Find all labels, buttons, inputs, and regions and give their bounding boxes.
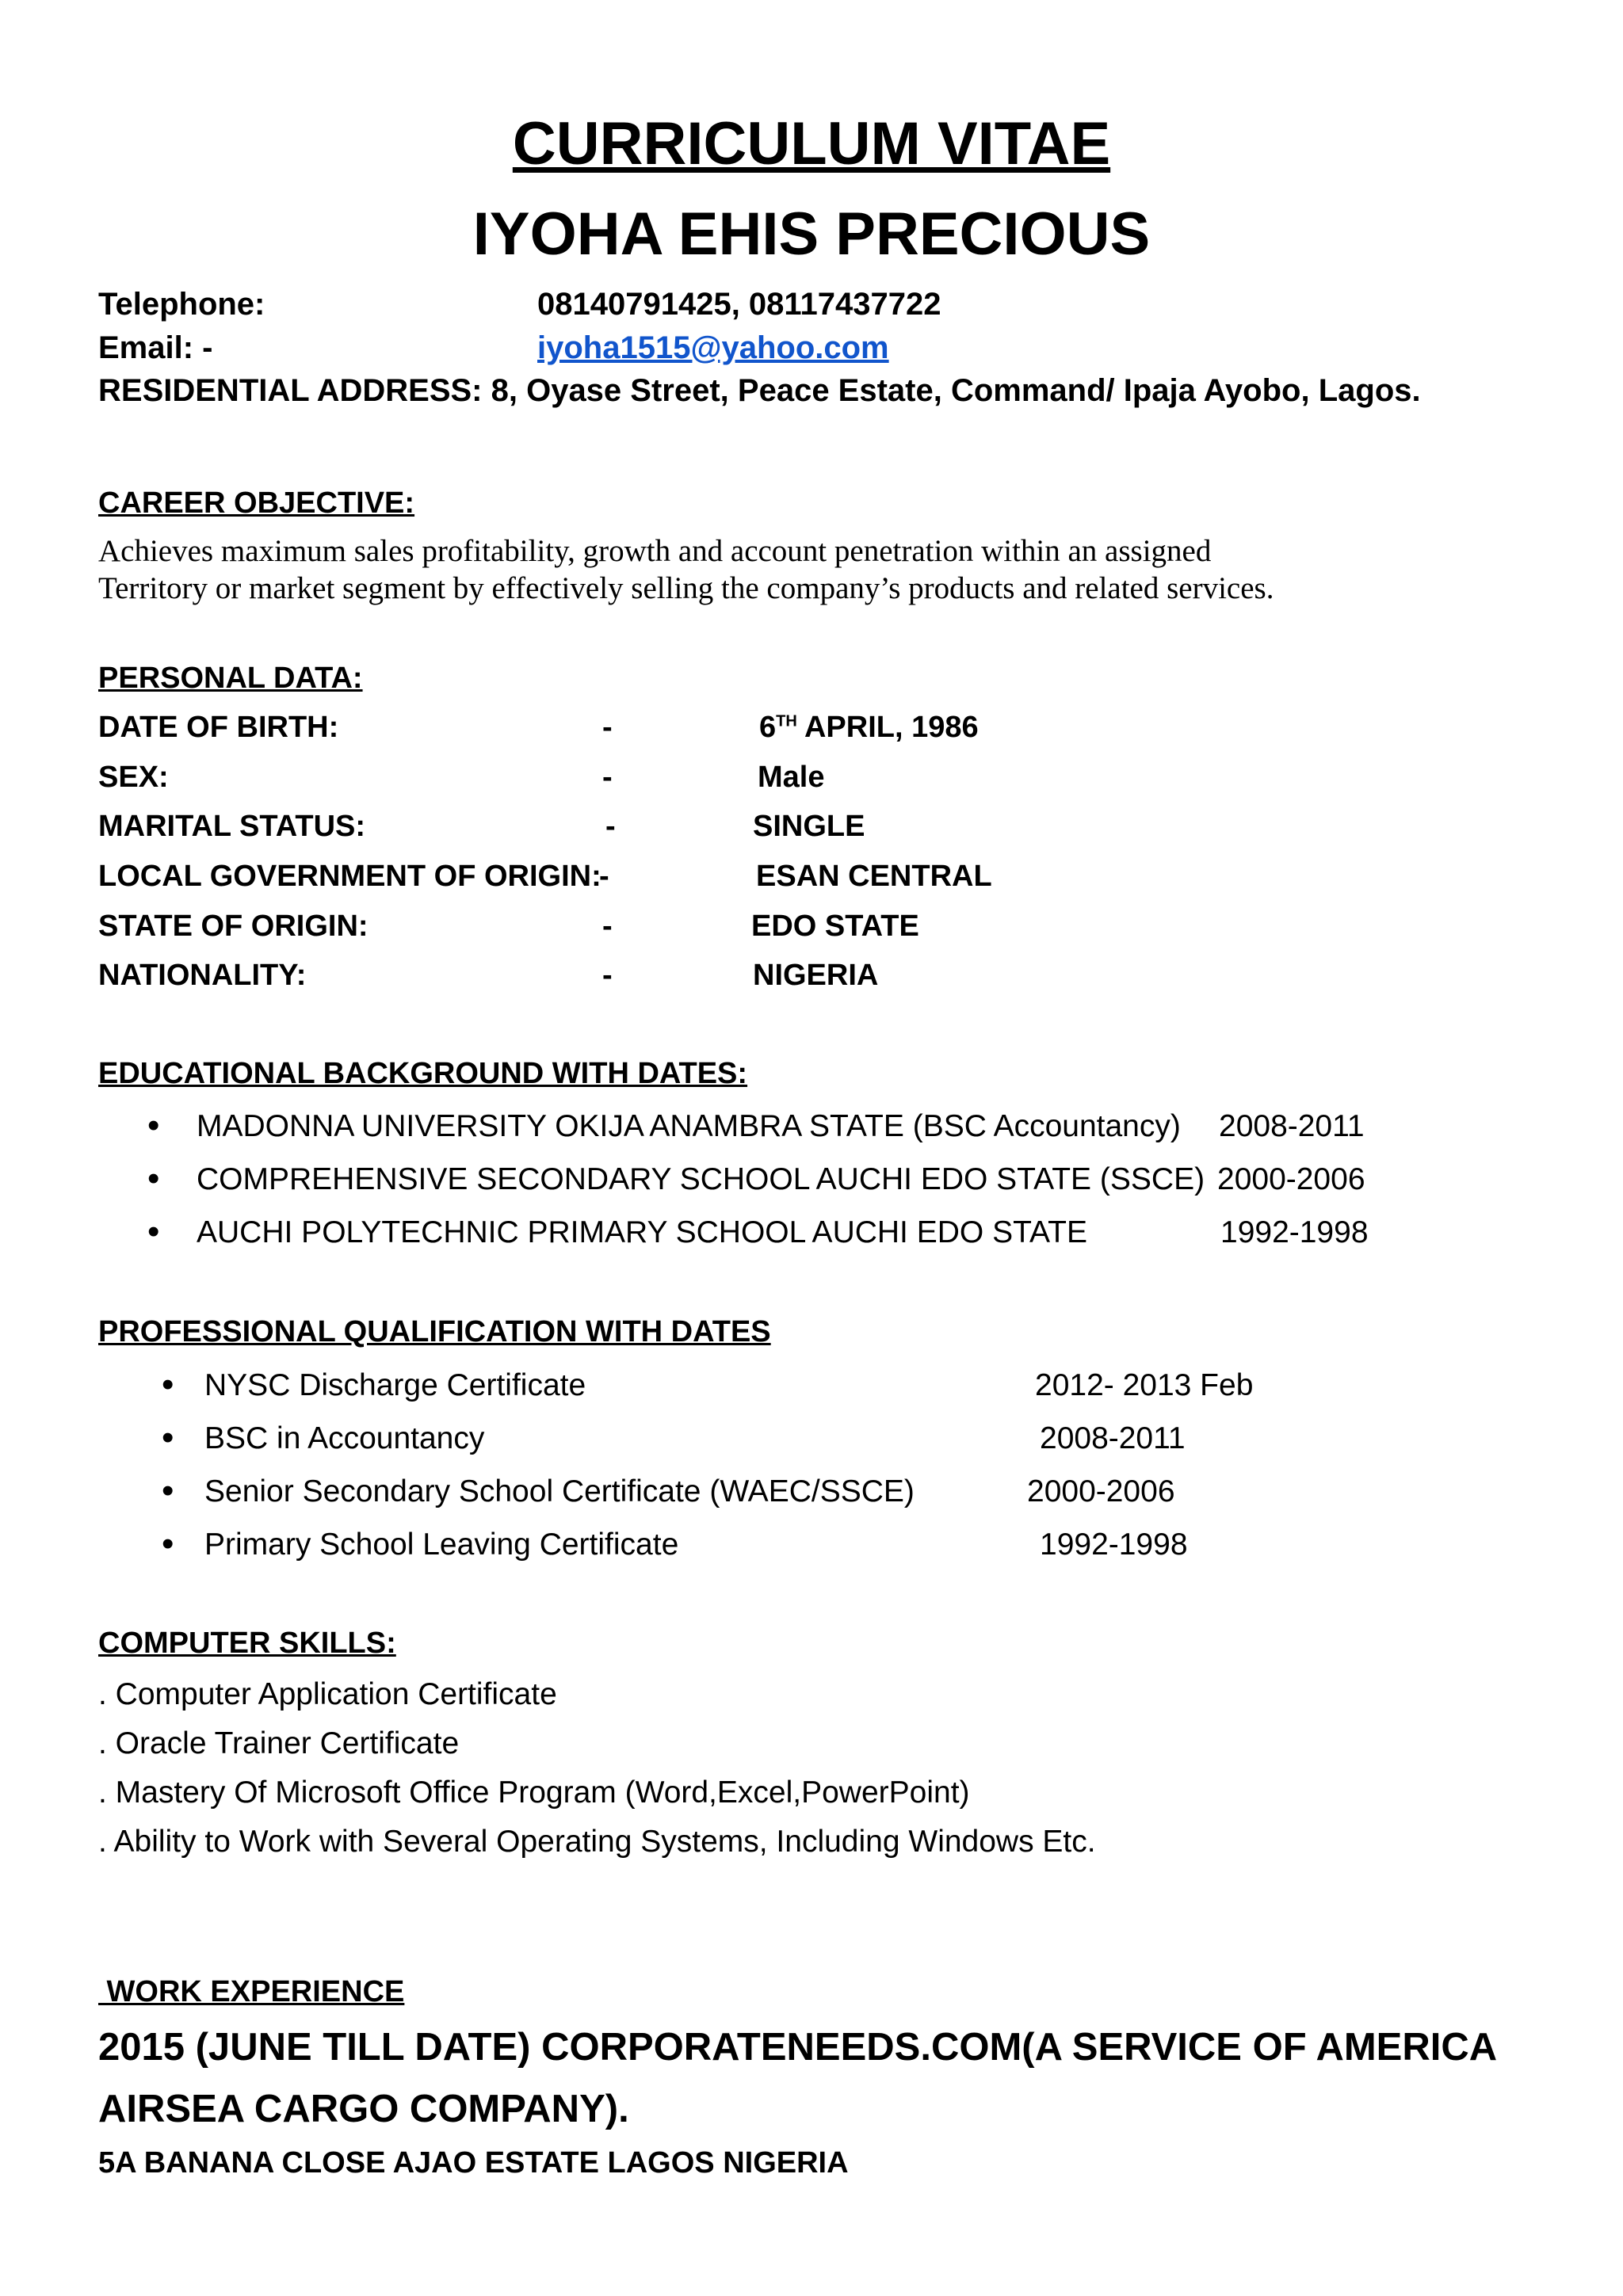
bullet-icon: • bbox=[162, 1471, 174, 1510]
personal-data-label: SEX: bbox=[98, 761, 169, 794]
personal-data-separator: - bbox=[602, 711, 613, 744]
personal-data-value: EDO STATE bbox=[751, 910, 919, 943]
computer-skill-item: . Mastery Of Microsoft Office Program (Word,Excel,PowerPoint) bbox=[98, 1775, 970, 1810]
qualification-dates: 1992-1998 bbox=[1040, 1527, 1188, 1562]
email-link[interactable]: iyoha1515@yahoo.com bbox=[537, 330, 889, 365]
personal-data-separator: - bbox=[602, 959, 613, 992]
education-item: MADONNA UNIVERSITY OKIJA ANAMBRA STATE (BSC Accountancy) bbox=[197, 1109, 1181, 1143]
work-experience-line-1: 2015 (JUNE TILL DATE) CORPORATENEEDS.COM(A SERVICE OF AMERICA bbox=[98, 2026, 1498, 2069]
personal-data-value: NIGERIA bbox=[753, 959, 879, 992]
residential-address: RESIDENTIAL ADDRESS: 8, Oyase Street, Peace Estate, Command/ Ipaja Ayobo, Lagos. bbox=[98, 373, 1421, 408]
qualification-item: NYSC Discharge Certificate bbox=[204, 1368, 586, 1402]
bullet-icon: • bbox=[162, 1524, 174, 1563]
education-heading: EDUCATIONAL BACKGROUND WITH DATES: bbox=[98, 1057, 748, 1090]
qualification-item: BSC in Accountancy bbox=[204, 1421, 485, 1455]
qualification-dates: 2000-2006 bbox=[1027, 1474, 1175, 1508]
work-address: 5A BANANA CLOSE AJAO ESTATE LAGOS NIGERIA bbox=[98, 2146, 849, 2180]
email-label: Email: - bbox=[98, 330, 213, 365]
personal-data-label: MARITAL STATUS: bbox=[98, 810, 366, 843]
qualification-item: Senior Secondary School Certificate (WAEC/SSCE) bbox=[204, 1474, 915, 1508]
document-title: CURRICULUM VITAE bbox=[512, 110, 1111, 177]
bullet-icon: • bbox=[147, 1212, 160, 1251]
career-objective-line-2: Territory or market segment by effectively selling the company’s products and related services. bbox=[98, 571, 1274, 605]
personal-data-separator: - bbox=[599, 860, 609, 893]
computer-skill-item: . Oracle Trainer Certificate bbox=[98, 1726, 460, 1760]
education-item: COMPREHENSIVE SECONDARY SCHOOL AUCHI EDO STATE (SSCE) bbox=[197, 1162, 1205, 1196]
education-dates: 2000-2006 bbox=[1217, 1162, 1365, 1196]
work-experience-heading: WORK EXPERIENCE bbox=[98, 1975, 405, 2008]
personal-data-label: LOCAL GOVERNMENT OF ORIGIN: bbox=[98, 860, 601, 893]
computer-skill-item: . Computer Application Certificate bbox=[98, 1677, 557, 1711]
education-item: AUCHI POLYTECHNIC PRIMARY SCHOOL AUCHI EDO STATE bbox=[197, 1215, 1087, 1249]
personal-data-separator: - bbox=[602, 761, 613, 794]
education-dates: 2008-2011 bbox=[1219, 1109, 1365, 1143]
personal-data-separator: - bbox=[602, 910, 613, 943]
personal-data-value: SINGLE bbox=[753, 810, 865, 843]
career-objective-heading: CAREER OBJECTIVE: bbox=[98, 486, 415, 520]
personal-data-heading: PERSONAL DATA: bbox=[98, 662, 363, 695]
qualification-item: Primary School Leaving Certificate bbox=[204, 1527, 679, 1562]
candidate-name: IYOHA EHIS PRECIOUS bbox=[472, 200, 1151, 268]
bullet-icon: • bbox=[162, 1418, 174, 1457]
qualification-dates: 2008-2011 bbox=[1040, 1421, 1186, 1455]
career-objective-line-1: Achieves maximum sales profitability, growth and account penetration within an assigned bbox=[98, 534, 1212, 568]
personal-data-label: DATE OF BIRTH: bbox=[98, 711, 339, 744]
bullet-icon: • bbox=[147, 1106, 160, 1145]
personal-data-label: STATE OF ORIGIN: bbox=[98, 910, 369, 943]
qualification-dates: 2012- 2013 Feb bbox=[1035, 1368, 1254, 1402]
work-experience-line-2: AIRSEA CARGO COMPANY). bbox=[98, 2088, 629, 2130]
personal-data-value: 6TH APRIL, 1986 bbox=[759, 711, 979, 744]
education-dates: 1992-1998 bbox=[1220, 1215, 1369, 1249]
personal-data-value: Male bbox=[758, 761, 825, 794]
personal-data-separator: - bbox=[605, 810, 616, 843]
computer-skill-item: . Ability to Work with Several Operating Systems, Including Windows Etc. bbox=[98, 1825, 1096, 1859]
telephone-label: Telephone: bbox=[98, 287, 265, 322]
computer-skills-heading: COMPUTER SKILLS: bbox=[98, 1627, 396, 1660]
telephone-value: 08140791425, 08117437722 bbox=[537, 287, 941, 322]
personal-data-value: ESAN CENTRAL bbox=[756, 860, 992, 893]
qualifications-heading: PROFESSIONAL QUALIFICATION WITH DATES bbox=[98, 1315, 771, 1348]
bullet-icon: • bbox=[162, 1365, 174, 1404]
bullet-icon: • bbox=[147, 1159, 160, 1198]
personal-data-label: NATIONALITY: bbox=[98, 959, 307, 992]
